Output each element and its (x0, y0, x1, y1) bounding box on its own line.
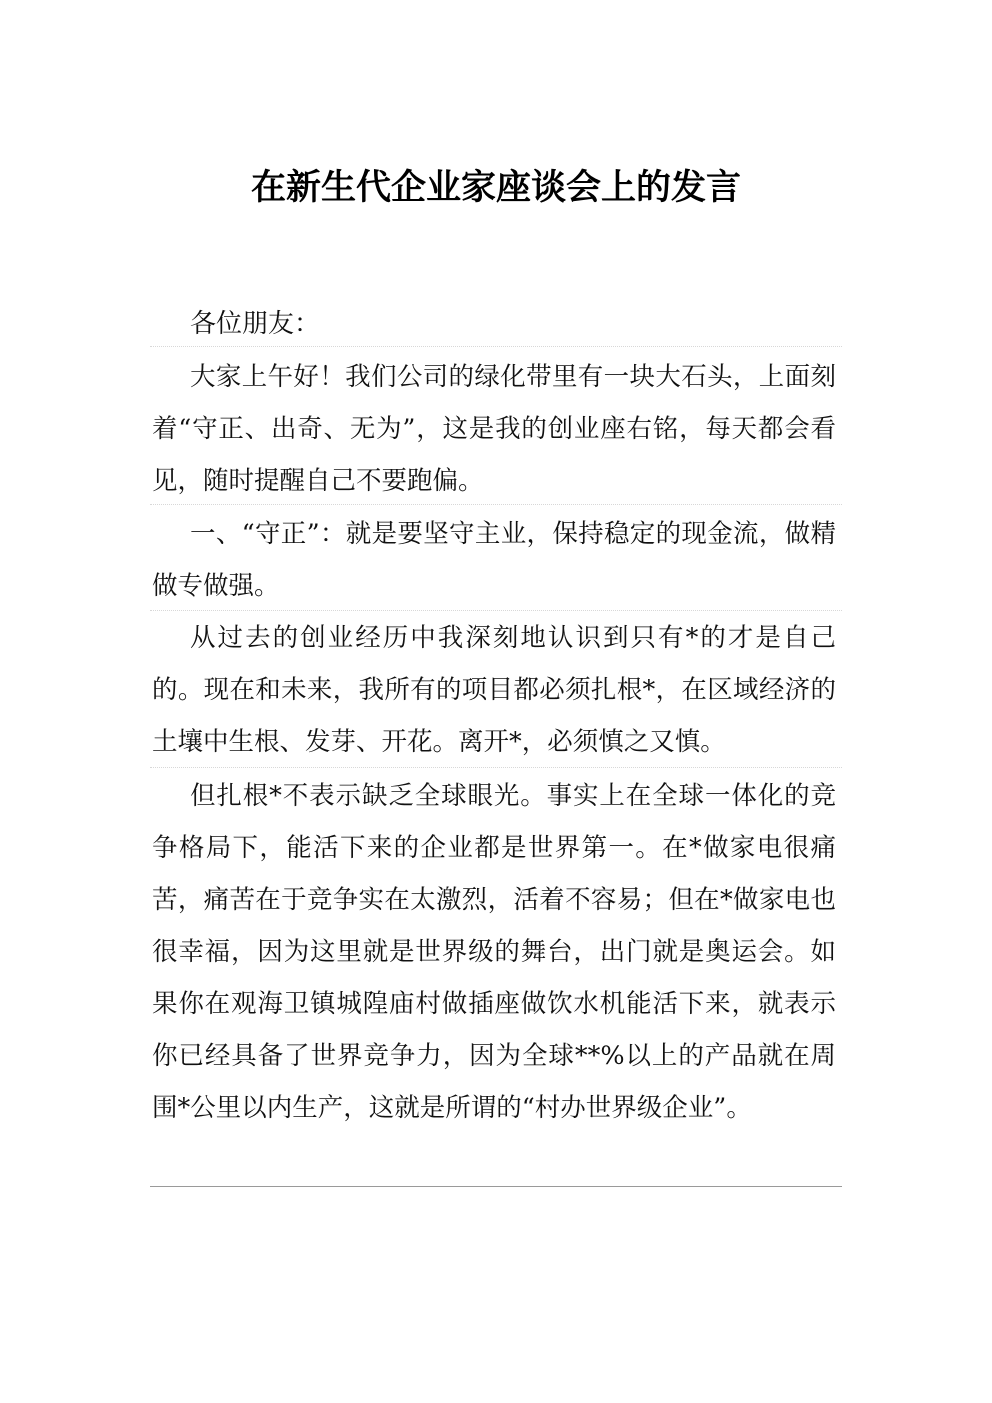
paragraph-divider (150, 504, 842, 505)
salutation: 各位朋友： (190, 309, 321, 339)
paragraph-opening: 大家上午好！我们公司的绿化带里有一块大石头，上面刻着“守正、出奇、无为”，这是我的创业座右铭，每天都会看见，随时提醒自己不要跑偏。 (152, 362, 836, 496)
paragraph-rooting: 从过去的创业经历中我深刻地认识到只有*的才是自己的。现在和未来，我所有的项目都必须扎根*，在区域经济的土壤中生根、发芽、开花。离开*，必须慎之又慎。 (152, 623, 836, 757)
paragraph-divider (150, 767, 842, 768)
bottom-rule (150, 1186, 842, 1187)
paragraph-divider (150, 610, 842, 611)
paragraph-global-vision: 但扎根*不表示缺乏全球眼光。事实上在全球一体化的竞争格局下，能活下来的企业都是世界第一。在*做家电很痛苦，痛苦在于竞争实在太激烈，活着不容易；但在*做家电也很幸福，因为这里就是世界级的舞台，出门就是奥运会。如果你在观海卫镇城隍庙村做插座做饮水机能活下来，就表示你已经具备了世界竞争力，因为全球**%以上的产品就在周围*公里以内生产，这就是所谓的“村办世界级企业”。 (152, 781, 836, 1123)
document-title: 在新生代企业家座谈会上的发言 (250, 168, 741, 208)
paragraph-divider (150, 346, 842, 347)
paragraph-section-one-heading: 一、“守正”：就是要坚守主业，保持稳定的现金流，做精做专做强。 (152, 519, 836, 601)
